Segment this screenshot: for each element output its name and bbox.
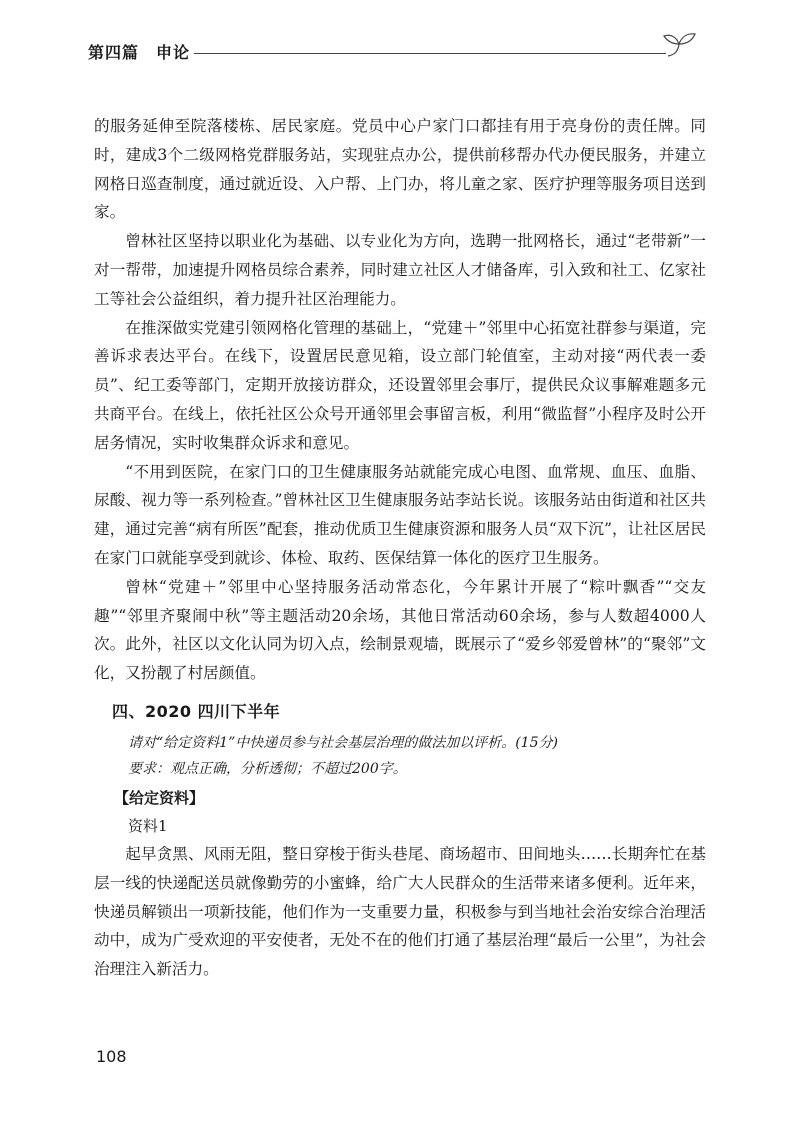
section-heading: 四、2020 四川下半年: [112, 701, 281, 721]
running-header: [88, 30, 700, 70]
paragraph-1: 的服务延伸至院落楼栋、居民家庭。党员中心户家门口都挂有用于亮身份的责任牌。同时，建成3个二级网格党群服务站，实现驻点办公，提供前移帮办代办便民服务，并建立网格日巡查制度，通过就近设、入户帮、上门办，将儿童之家、医疗护理等服务项目送到家。: [94, 117, 706, 222]
sprout-icon: [660, 30, 700, 62]
header-rule: [194, 53, 666, 54]
paragraph-5: 曾林“党建＋”邻里中心坚持服务活动常态化，今年累计开展了“粽叶飘香”“交友趣”“邻里齐聚闹中秋”等主题活动20余场，其他日常活动60余场，参与人数超4000人次。此外，社区以文化认同为切入点，绘制景观墙，既展示了“爱乡邻爱曾林”的“聚邻”文化，又扮靓了村居颜值。: [94, 577, 706, 683]
question-prompt: 请对“给定资料1”中快递员参与社会基层治理的做法加以评析。(15分): [128, 734, 558, 751]
page-number: 108: [96, 1047, 127, 1066]
paragraph-3: 在推深做实党建引领网格化管理的基础上，“党建＋”邻里中心拓宽社群参与渠道，完善诉求表达平台。在线下，设置居民意见箱，设立部门轮值室，主动对接“两代表一委员”、纪工委等部门，定期开放接访群众，还设置邻里会事厅，提供民众议事解难题多元共商平台。在线上，依托社区公众号开通邻里会事留言板，利用“微监督”小程序及时公开居务情况，实时收集群众诉求和意见。: [94, 318, 706, 452]
materials-label: 【给定资料】: [114, 788, 205, 807]
page-content: [94, 112, 706, 984]
paragraph-2: 曾林社区坚持以职业化为基础、以专业化为方向，选聘一批网格长，通过“老带新”一对一帮带，加速提升网格员综合素养，同时建立社区人才储备库，引入致和社工、亿家社工等社会公益组织，着力提升社区治理能力。: [94, 232, 706, 308]
paragraph-4: “不用到医院，在家门口的卫生健康服务站就能完成心电图、血常规、血压、血脂、尿酸、视力等一系列检查。”曾林社区卫生健康服务站李站长说。该服务站由街道和社区共建，通过完善“病有所医”配套，推动优质卫生健康资源和服务人员“双下沉”，让社区居民在家门口就能享受到就诊、体检、取药、医保结算一体化的医疗卫生服务。: [94, 462, 706, 567]
material-title: 资料1: [128, 816, 168, 835]
header-title: 第四篇 申论: [88, 43, 191, 62]
question-requirements: 要求：观点正确，分析透彻；不超过200字。: [128, 760, 407, 777]
material-paragraph: 起早贪黑、风雨无阻，整日穿梭于街头巷尾、商场超市、田间地头……长期奔忙在基层一线的快递配送员就像勤劳的小蜜蜂，给广大人民群众的生活带来诸多便利。近年来，快递员解锁出一项新技能，他们作为一支重要力量，积极参与到当地社会治安综合治理活动中，成为广受欢迎的平安使者，无处不在的他们打通了基层治理“最后一公里”，为社会治理注入新活力。: [94, 844, 706, 979]
